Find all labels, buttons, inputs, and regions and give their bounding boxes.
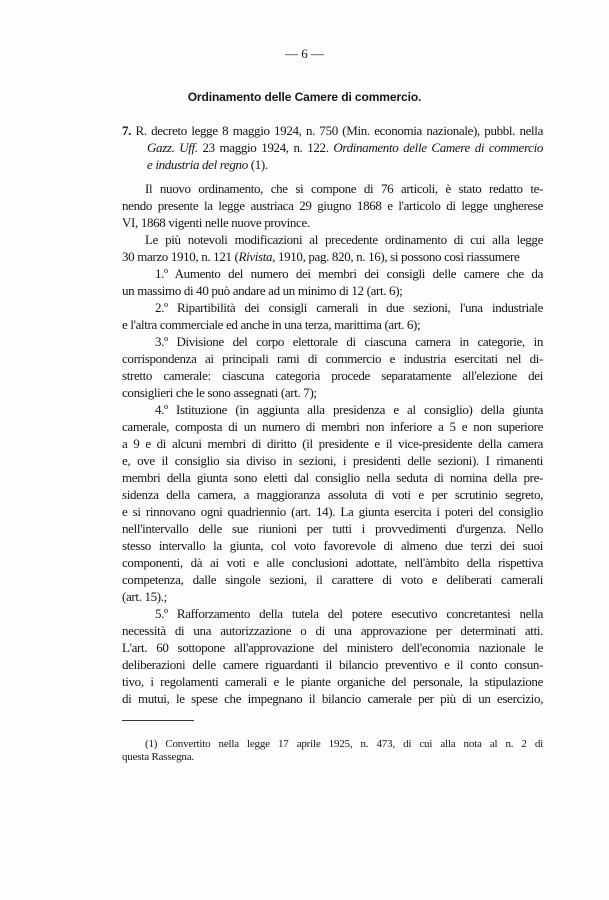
- text-segment: L'art. 60 sottopone all'approvazione del ministero dell'economia nazionale le: [122, 640, 543, 655]
- text-segment: (1) Convertito nella legge 17 aprile 1925, n. 473, di cui alla nota al n. 2 di: [145, 738, 543, 750]
- text-line: [122, 139, 543, 156]
- text-line: [122, 197, 543, 214]
- text-segment: questa Rassegna.: [122, 751, 194, 763]
- text-segment: membri della giunta sono eletti dal consiglio nella seduta di nomina della pre-: [122, 470, 543, 485]
- text-line: [122, 156, 543, 173]
- paragraph: [122, 333, 543, 401]
- text-line: [122, 690, 543, 707]
- text-segment: competenza, dalle singole sezioni, il carattere di voto e deliberati camerali: [122, 572, 543, 587]
- text-line: [122, 418, 543, 435]
- italic-text: Gazz. Uff.: [147, 140, 198, 155]
- text-line: [122, 316, 543, 333]
- paragraph: [122, 180, 543, 231]
- text-line: [122, 299, 543, 316]
- text-line: [122, 122, 543, 139]
- text-line: [122, 673, 543, 690]
- page-number: — 6 —: [285, 46, 324, 61]
- text-segment: a 9 e di alcuni membri di diritto (il presidente e il vice-presidente della camera: [122, 436, 543, 451]
- text-segment: necessità di una autorizzazione o di una approvazione per determinati atti.: [122, 623, 543, 638]
- text-segment: R. decreto legge 8 maggio 1924, n. 750 (Min. economia nazionale), pubbl. nella: [131, 123, 543, 138]
- text-line: [122, 367, 543, 384]
- text-segment: 3.º Divisione del corpo elettorale di ciascuna camera in categorie, in: [155, 334, 543, 349]
- italic-text: Ordinamento delle Camere di commercio: [333, 140, 543, 155]
- paragraph: [122, 265, 543, 299]
- text-segment: tivo, i regolamenti camerali e le piante organiche del personale, la stipulazione: [122, 674, 543, 689]
- text-segment: Il nuovo ordinamento, che si compone di 76 articoli, è stato redatto te-: [145, 181, 543, 196]
- text-line: [122, 452, 543, 469]
- text-line: [122, 248, 543, 265]
- text-segment: e si rinnovano ogni quadriennio (art. 14). La giunta esercita i poteri del consiglio: [122, 504, 543, 519]
- text-line: [122, 639, 543, 656]
- text-segment: stesso intervallo la giunta, col voto favorevole di almeno due terzi dei suoi: [122, 538, 543, 553]
- text-line: [122, 282, 543, 299]
- text-segment: nendo presente la legge austriaca 29 giugno 1868 e l'articolo di legge ungherese: [122, 198, 543, 213]
- footnote: [122, 738, 543, 764]
- paragraph: [122, 605, 543, 707]
- text-line: [122, 738, 543, 751]
- text-line: [122, 333, 543, 350]
- text-segment: 23 maggio 1924, n. 122.: [197, 140, 334, 155]
- paragraph: [122, 231, 543, 265]
- text-line: [122, 622, 543, 639]
- text-segment: stretto camerale: ciascuna categoria procede separatamente all'elezione dei: [122, 368, 543, 383]
- text-line: [122, 554, 543, 571]
- text-line: [122, 265, 543, 282]
- text-segment: nell'intervallo delle sue riunioni per tutti i provvedimenti d'urgenza. Nello: [122, 521, 543, 536]
- text-line: [122, 751, 543, 764]
- text-segment: camerale, composta di un numero di membri non inferiore a 5 e non superiore: [122, 419, 543, 434]
- text-segment: 1.º Aumento del numero dei membri dei consigli delle camere che da: [155, 266, 543, 281]
- text-segment: VI, 1868 vigenti nelle nuove province.: [122, 215, 310, 230]
- bold-text: 7.: [122, 123, 132, 138]
- text-segment: , 1910, pag. 820, n. 16), si possono così riassumere: [272, 249, 520, 264]
- text-line: [122, 350, 543, 367]
- text-line: [122, 656, 543, 673]
- text-segment: (art. 15).;: [122, 589, 167, 604]
- text-line: [122, 384, 543, 401]
- text-line: [122, 401, 543, 418]
- italic-text: e industria del regno: [147, 157, 248, 172]
- text-line: [122, 180, 543, 197]
- text-line: [122, 214, 543, 231]
- text-segment: 30 marzo 1910, n. 121 (: [122, 249, 239, 264]
- text-line: [122, 469, 543, 486]
- text-line: [122, 520, 543, 537]
- text-line: [122, 231, 543, 248]
- text-segment: componenti, dà ai voti e alle conclusioni adottate, nell'àmbito della rispettiva: [122, 555, 543, 570]
- paragraph: [122, 122, 543, 173]
- text-segment: di mutui, le spese che impegnano il bilancio camerale per più di un esercizio,: [122, 691, 543, 706]
- footnote-divider: [122, 720, 194, 721]
- italic-text: Rivista: [238, 249, 273, 264]
- text-line: [122, 503, 543, 520]
- text-segment: deliberazioni delle camere riguardanti il bilancio preventivo e il conto consun-: [122, 657, 543, 672]
- paragraph: [122, 401, 543, 605]
- paragraph: [122, 738, 543, 764]
- text-line: [122, 486, 543, 503]
- text-segment: un massimo di 40 può andare ad un minimo di 12 (art. 6);: [122, 283, 403, 298]
- text-segment: Le più notevoli modificazioni al precedente ordinamento di cui alla legge: [145, 232, 543, 247]
- text-line: [122, 435, 543, 452]
- text-segment: consiglieri che le sono assegnati (art. 7);: [122, 385, 317, 400]
- text-segment: e l'altra commerciale ed anche in una terza, marittima (art. 6);: [122, 317, 421, 332]
- text-line: [122, 605, 543, 622]
- section-title: Ordinamento delle Camere di commercio.: [187, 90, 422, 104]
- text-segment: (1).: [247, 157, 268, 172]
- text-segment: sidenza della camera, a maggioranza assoluta di voti e per scrutinio segreto,: [122, 487, 543, 502]
- text-segment: 2.º Ripartibilità dei consigli camerali in due sezioni, l'una industriale: [155, 300, 543, 315]
- text-line: [122, 588, 543, 605]
- text-line: [122, 537, 543, 554]
- text-line: [122, 571, 543, 588]
- text-segment: 4.º Istituzione (in aggiunta alla presidenza e al consiglio) della giunta: [155, 402, 543, 417]
- body-text: [122, 122, 543, 707]
- paragraph: [122, 299, 543, 333]
- text-segment: e, ove il consiglio sia diviso in sezioni, i presidenti delle sezioni). I rimanenti: [122, 453, 543, 468]
- text-segment: corrispondenza ai principali rami di commercio e industria esercitati nel di-: [122, 351, 543, 366]
- text-segment: 5.º Rafforzamento della tutela del potere esecutivo concretantesi nella: [155, 606, 543, 621]
